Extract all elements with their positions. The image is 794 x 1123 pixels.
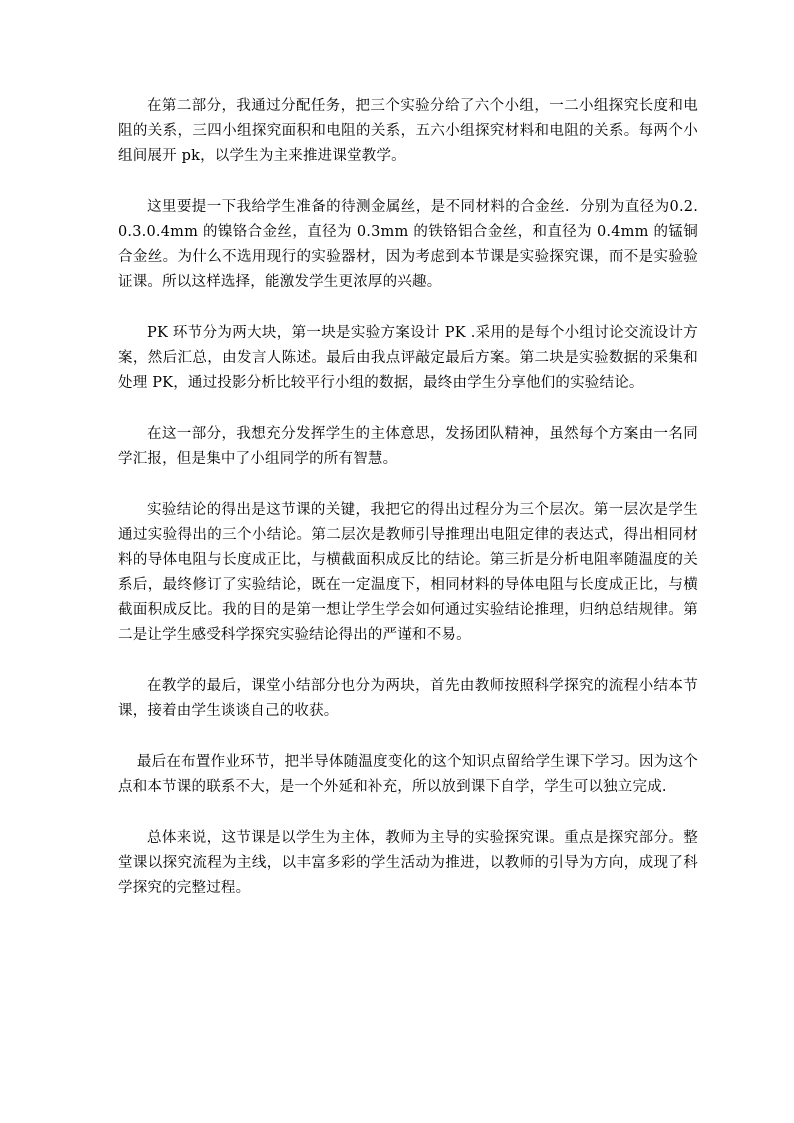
paragraph-alloy-wires: 这里要提一下我给学生准备的待测金属丝，是不同材料的合金丝．分别为直径为0.2.0.3.0.4mm 的镍铬合金丝，直径为 0.3mm 的铁铬铝合金丝，和直径为 0.4mm 的锰铜合金丝。为什么不选用现行的实验器材，因为考虑到本节课是实验探究课，而不是实验验证课。所以这样选择，能激发学生更浓厚的兴趣。 [118,199,698,290]
paragraph-overall: 总体来说，这节课是以学生为主体，教师为主导的实验探究课。重点是探究部分。整堂课以探究流程为主线，以丰富多彩的学生活动为推进，以教师的引导为方向，成现了科学探究的完整过程。 [118,830,698,896]
paragraph-experiment-conclusion: 实验结论的得出是这节课的关键，我把它的得出过程分为三个层次。第一层次是学生通过实验得出的三个小结论。第二层次是教师引导推理出电阻定律的表达式，得出相同材料的导体电阻与长度成正比，与横截面积成反比的结论。第三折是分析电阻率随温度的关系后，最终修订了实验结论，既在一定温度下，相同材料的导体电阻与长度成正比，与横截面积成反比。我的目的是第一想让学生学会如何通过实验结论推理，归纳总结规律。第二是让学生感受科学探究实验结论得出的严谨和不易。 [118,502,698,643]
document-body [118,94,698,927]
paragraph-pk-sections: PK 环节分为两大块，第一块是实验方案设计 PK .采用的是每个小组讨论交流设计方案，然后汇总，由发言人陈述。最后由我点评敲定最后方案。第二块是实验数据的采集和处理 PK，通过投影分析比较平行小组的数据，最终由学生分享他们的实验结论。 [118,325,698,391]
paragraph-task-assignment: 在第二部分，我通过分配任务，把三个实验分给了六个小组，一二小组探究长度和电阻的关系，三四小组探究面积和电阻的关系，五六小组探究材料和电阻的关系。每两个小组间展开 pk，以学生为主来推进课堂教学。 [118,98,698,164]
paragraph-class-summary: 在教学的最后，课堂小结部分也分为两块，首先由教师按照科学探究的流程小结本节课，接着由学生谈谈自己的收获。 [118,678,698,719]
paragraph-student-subject: 在这一部分，我想充分发挥学生的主体意思，发扬团队精神，虽然每个方案由一名同学汇报，但是集中了小组同学的所有智慧。 [118,426,698,467]
paragraph-homework: 最后在布置作业环节，把半导体随温度变化的这个知识点留给学生课下学习。因为这个点和本节课的联系不大，是一个外延和补充，所以放到课下自学，学生可以独立完成. [118,754,698,795]
